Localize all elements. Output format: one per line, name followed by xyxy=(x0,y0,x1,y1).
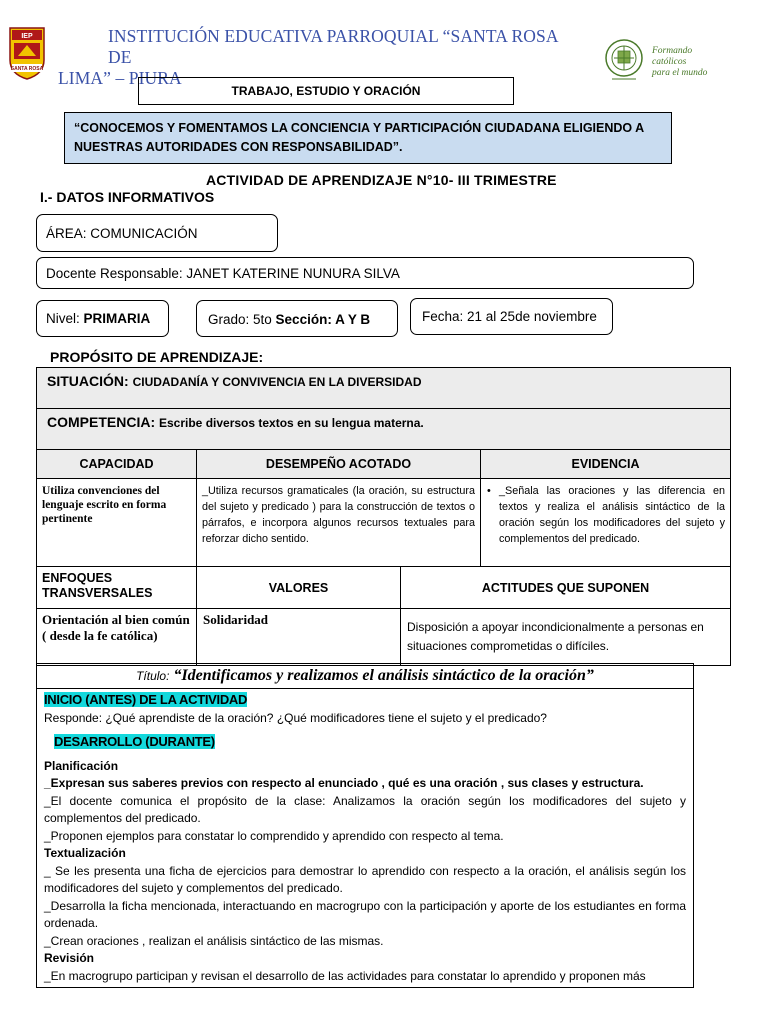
actitud-cell: Disposición a apoyar incondicionalmente a personas en situaciones comprometidas o difíciles. xyxy=(401,609,731,666)
textualizacion-item-2: _Desarrolla la ficha mencionada, interactuando en macrogrupo con la participación y aporte de los estudiantes en forma ordenada. xyxy=(44,898,686,930)
motto-line2: católicos xyxy=(652,57,687,67)
situacion-label: SITUACIÓN: xyxy=(47,373,133,389)
area-field: ÁREA: COMUNICACIÓN xyxy=(36,214,278,252)
header-row xyxy=(37,450,731,479)
activity-title: ACTIVIDAD DE APRENDIZAJE N°10- III TRIMESTRE xyxy=(206,172,557,188)
grado-field xyxy=(196,300,398,337)
institution-title-line2: LIMA” – PIURA xyxy=(58,68,182,88)
institution-title-line1: INSTITUCIÓN EDUCATIVA PARROQUIAL “SANTA ROSA DE xyxy=(108,26,558,67)
evidencia-cell xyxy=(481,479,731,567)
seccion-label: Sección: xyxy=(275,312,336,327)
situacion-cell xyxy=(37,368,731,409)
desempeno-header: DESEMPEÑO ACOTADO xyxy=(197,450,481,479)
datos-title: I.- DATOS INFORMATIVOS xyxy=(40,189,215,205)
desempeno-cell: _Utiliza recursos gramaticales (la oración, su estructura del sujeto y predicado ) para la construcción de textos o párrafos, e incorpora algunos recursos textuales para reforzar dicho sentido. xyxy=(197,479,481,567)
capacidad-row xyxy=(37,479,731,567)
capacidad-header: CAPACIDAD xyxy=(37,450,197,479)
inicio-text: Responde: ¿Qué aprendiste de la oración? ¿Qué modificadores tiene el sujeto y el predicado? xyxy=(44,710,547,725)
textualizacion-item-3: _Crean oraciones , realizan el análisis sintáctico de las mismas. xyxy=(44,933,384,948)
evidencia-text: _Señala las oraciones y las diferencia en textos y realiza el análisis sintáctico de la oración según los modificadores del sujeto y complementos del predicado. xyxy=(499,485,726,545)
competencia-label: COMPETENCIA: xyxy=(47,414,159,430)
textualizacion-item-1: _ Se les presenta una ficha de ejercicios para demostrar lo aprendido con respecto a la oración, el análisis según los modificadores del sujeto y complementos del predicado. xyxy=(44,863,686,895)
evidencia-header: EVIDENCIA xyxy=(481,450,731,479)
revision-item-1: _En macrogrupo participan y revisan el desarrollo de las actividades para constatar lo aprendido y proponen más xyxy=(44,968,646,983)
session-title-text: “Identificamos y realizamos el análisis sintáctico de la oración” xyxy=(169,667,594,684)
shield-caption: SANTA ROSA xyxy=(10,66,44,72)
motto-line1: Formando xyxy=(652,46,693,56)
enfoques-label: ENFOQUES TRANSVERSALES xyxy=(37,567,197,609)
session-title-label: Título: xyxy=(136,669,170,683)
actitudes-header: ACTITUDES QUE SUPONEN xyxy=(401,567,731,609)
enfoques-header-row xyxy=(37,567,731,609)
competencia-cell xyxy=(37,409,731,450)
valor-cell: Solidaridad xyxy=(197,609,401,666)
grado-label: Grado: 5to xyxy=(208,312,276,327)
planificacion-item-1: _Expresan sus saberes previos con respecto al enunciado , qué es una oración , sus clases y estructura. xyxy=(44,776,644,790)
inicio-heading: INICIO (ANTES) DE LA ACTIVIDAD xyxy=(44,692,248,707)
proposito-title: PROPÓSITO DE APRENDIZAJE: xyxy=(50,349,264,365)
session-title xyxy=(37,664,693,689)
motto-line3: para el mundo xyxy=(652,68,708,78)
bullet-icon: • xyxy=(487,485,491,497)
situacion-row xyxy=(37,368,731,409)
seccion-value: A Y B xyxy=(335,312,371,327)
planificacion-heading: Planificación xyxy=(44,758,119,773)
capacidad-cell: Utiliza convenciones del lenguaje escrito en forma pertinente xyxy=(37,479,197,567)
session-body xyxy=(37,689,693,985)
planificacion-item-2: _El docente comunica el propósito de la clase: Analizamos la oración según los modificadores del sujeto y complementos del predicado. xyxy=(44,793,686,825)
docente-field: Docente Responsable: JANET KATERINE NUNURA SILVA xyxy=(36,257,694,289)
competencia-row xyxy=(37,409,731,450)
competencia-value: Escribe diversos textos en su lengua materna. xyxy=(159,416,424,430)
proposito-table xyxy=(36,367,731,666)
school-shield-logo xyxy=(8,26,46,80)
diocese-seal-logo xyxy=(604,38,644,82)
enfoque-row xyxy=(37,609,731,666)
revision-heading: Revisión xyxy=(44,951,95,965)
slogan-box: “CONOCEMOS Y FOMENTAMOS LA CONCIENCIA Y PARTICIPACIÓN CIUDADANA ELIGIENDO A NUESTRAS AUTORIDADES CON RESPONSABILIDAD”. xyxy=(64,112,672,164)
textualizacion-heading: Textualización xyxy=(44,846,126,860)
situacion-value: CIUDADANÍA Y CONVIVENCIA EN LA DIVERSIDAD xyxy=(132,375,422,389)
valores-header: VALORES xyxy=(197,567,401,609)
nivel-field xyxy=(36,300,169,337)
shield-top-text: IEP xyxy=(21,33,33,40)
fecha-field: Fecha: 21 al 25de noviembre xyxy=(410,298,613,335)
desarrollo-heading: DESARROLLO (DURANTE) xyxy=(54,734,215,749)
enfoque-cell: Orientación al bien común ( desde la fe católica) xyxy=(37,609,197,666)
lema-box: TRABAJO, ESTUDIO Y ORACIÓN xyxy=(138,77,514,105)
nivel-label: Nivel: xyxy=(46,311,84,326)
planificacion-item-3: _Proponen ejemplos para constatar lo comprendido y aprendido con respecto al tema. xyxy=(44,828,504,843)
nivel-value: PRIMARIA xyxy=(83,311,151,326)
session-box xyxy=(36,663,694,988)
school-motto xyxy=(652,46,732,79)
